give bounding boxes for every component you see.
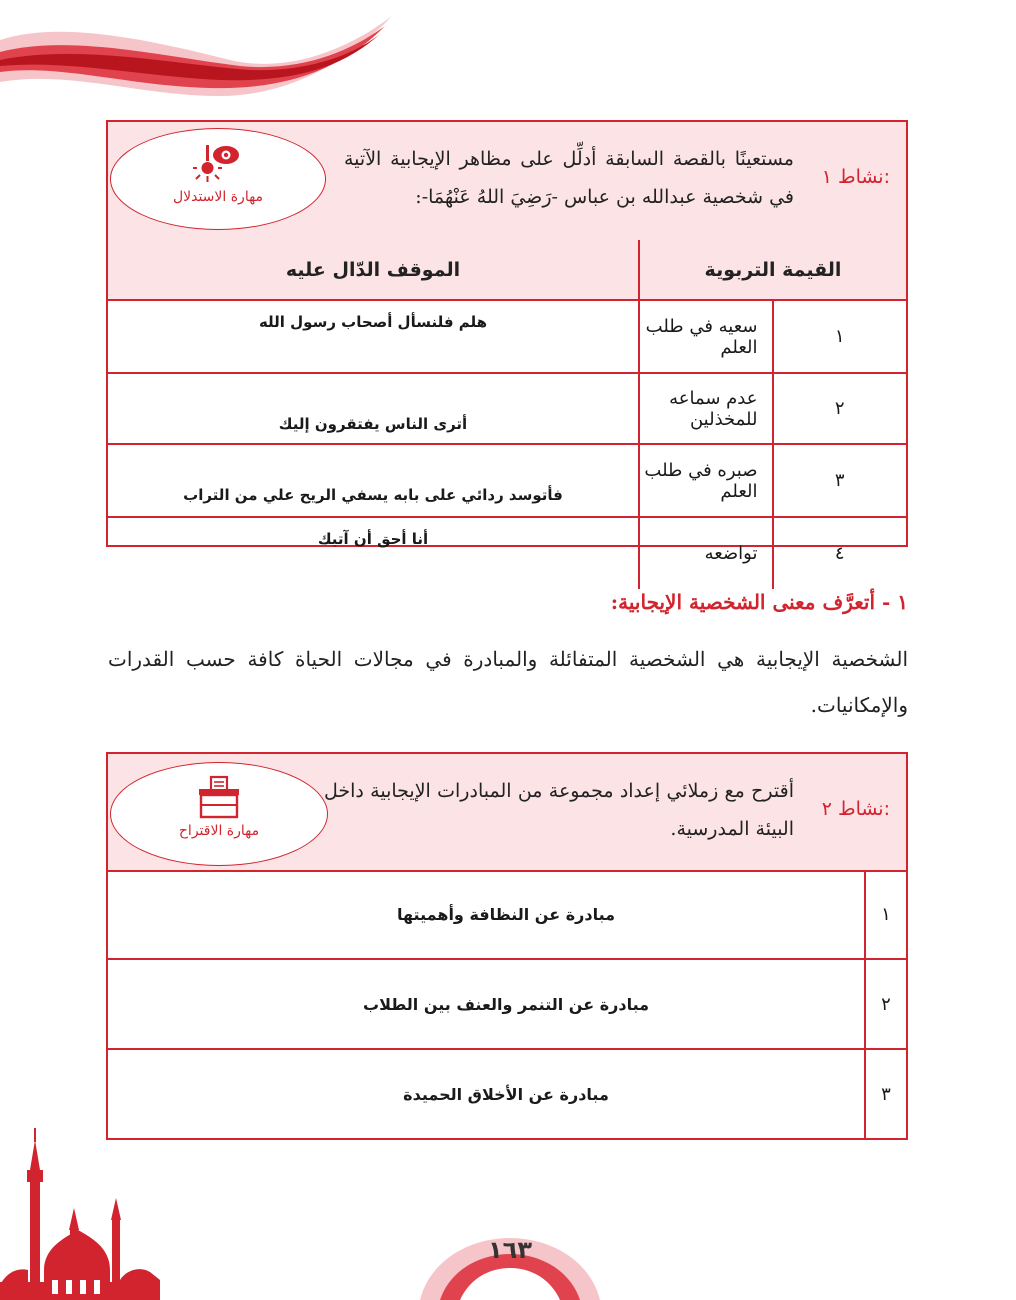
row-number: ١: [773, 300, 907, 373]
activity-2-instruction: أقترح مع زملائي إعداد مجموعة من المبادرات الإيجابية داخل البيئة المدرسية.: [324, 780, 794, 840]
table-row: [108, 373, 906, 444]
section-paragraph: الشخصية الإيجابية هي الشخصية المتفائلة والمبادرة في مجالات الحياة كافة حسب القدرات والإمكانيات.: [108, 647, 908, 717]
skill-badge-deduction: [110, 128, 326, 230]
row-value: صبره في طلب العلم: [639, 444, 773, 517]
skill-label: مهارة الاستدلال: [172, 189, 264, 205]
activity-2-header: [108, 754, 906, 872]
row-number: ٣: [773, 444, 907, 517]
eye-lamp-icon: [188, 141, 248, 185]
row-number: ٢: [865, 959, 906, 1049]
row-value: عدم سماعه للمخذلين: [639, 373, 773, 444]
row-item: مبادرة عن النظافة وأهميتها: [108, 870, 865, 959]
activity-2-label: نشاط ٢:: [821, 798, 890, 820]
mosque-skyline-decoration: [0, 1120, 160, 1300]
activity-1-table: [108, 240, 906, 589]
skill-label: مهارة الاقتراح: [178, 823, 260, 839]
column-header-value: القيمة التربوية: [639, 240, 906, 300]
row-number: ٤: [773, 517, 907, 589]
activity-1-instruction: مستعينًا بالقصة السابقة أدلِّل على مظاهر الإيجابية الآتية في شخصية عبدالله بن عباس -رَضِيَ اللهُ عَنْهُمَا-:: [344, 148, 794, 208]
section-title: ١ - أتعرَّف معنى الشخصية الإيجابية:: [610, 590, 908, 614]
activity-1-header: [108, 122, 906, 242]
row-value: سعيه في طلب العلم: [639, 300, 773, 373]
row-position: فأتوسد ردائي على بابه يسفي الريح علي من التراب: [108, 444, 639, 517]
table-row: [108, 1049, 906, 1138]
column-header-position: الموقف الدّال عليه: [108, 240, 639, 300]
row-number: ١: [865, 870, 906, 959]
table-header-row: [108, 240, 906, 300]
activity-2-table: [108, 870, 906, 1138]
ballot-box-icon: [189, 775, 249, 819]
page-number: ١٦٣: [488, 1236, 532, 1264]
activity-1-box: [106, 120, 908, 564]
row-position: هلم فلنسأل أصحاب رسول الله: [108, 300, 639, 373]
row-item: مبادرة عن التنمر والعنف بين الطلاب: [108, 959, 865, 1049]
row-number: ٢: [773, 373, 907, 444]
skill-badge-suggestion: [110, 762, 328, 866]
table-row: [108, 517, 906, 589]
row-position: أترى الناس يفتقرون إليك: [108, 373, 639, 444]
table-row: [108, 959, 906, 1049]
corner-swoosh-decoration: [0, 0, 400, 130]
row-number: ٣: [865, 1049, 906, 1138]
table-row: [108, 300, 906, 373]
row-item: مبادرة عن الأخلاق الحميدة: [108, 1049, 865, 1138]
table-row: [108, 870, 906, 959]
activity-1-label: نشاط ١:: [821, 166, 890, 188]
row-value: تواضعه: [639, 517, 773, 589]
row-position: أنا أحق أن آتيك: [108, 517, 639, 589]
activity-2-box: [106, 752, 908, 1140]
table-row: [108, 444, 906, 517]
